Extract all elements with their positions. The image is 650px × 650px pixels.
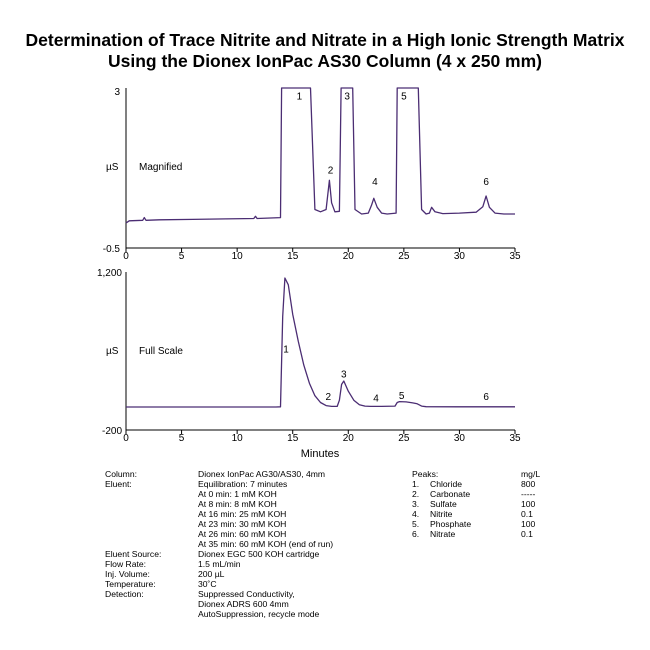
- fullscale-xtick-label: 5: [178, 433, 185, 444]
- magnified-ytick-bottom: -0.5: [102, 244, 120, 255]
- peak-name: Nitrate: [430, 529, 456, 539]
- fullscale-xtick-label: 25: [398, 433, 410, 444]
- fullscale-peak-label: 5: [398, 391, 405, 403]
- eluent-line: At 35 min: 60 mM KOH (end of run): [198, 539, 334, 549]
- peak-name: Phosphate: [430, 519, 472, 529]
- fullscale-xtick-label: 15: [287, 433, 299, 444]
- magnified-panel-label: Magnified: [139, 162, 183, 173]
- peak-num: 2.: [412, 489, 420, 499]
- fullscale-peak-label: 2: [325, 392, 332, 404]
- inj-volume-label: Inj. Volume:: [105, 569, 150, 579]
- peak-name: Chloride: [430, 479, 463, 489]
- magnified-xtick-label: 0: [123, 251, 129, 262]
- eluent-source-label: Eluent Source:: [105, 549, 162, 559]
- magnified-xtick-label: 20: [342, 251, 354, 262]
- peak-num: 5.: [412, 519, 420, 529]
- peaks-numbers: [412, 469, 439, 539]
- temperature-label: Temperature:: [105, 579, 156, 589]
- eluent-line: At 23 min: 30 mM KOH: [198, 519, 287, 529]
- fullscale-xtick-label: 20: [342, 433, 354, 444]
- eluent-line: Equilibration: 7 minutes: [198, 479, 288, 489]
- peak-num: 3.: [412, 499, 420, 509]
- peak-name: Sulfate: [430, 499, 457, 509]
- magnified-xtick-label: 35: [509, 251, 521, 262]
- fullscale-peak-label: 4: [373, 393, 379, 405]
- magnified-peak-label: 6: [483, 176, 489, 188]
- eluent-line: At 26 min: 60 mM KOH: [198, 529, 287, 539]
- full-scale-panel: [97, 268, 521, 460]
- peak-name: Nitrite: [430, 509, 453, 519]
- magnified-ylabel: µS: [106, 162, 119, 173]
- peaks-values: [521, 469, 571, 539]
- magnified-peak-label: 1: [296, 91, 303, 103]
- magnified-xtick-label: 15: [287, 251, 299, 262]
- peak-num: 1.: [412, 479, 420, 489]
- magnified-xtick-label: 5: [178, 251, 185, 262]
- magnified-peak-label: 5: [401, 91, 407, 103]
- fullscale-xticks: [123, 430, 521, 444]
- fullscale-ytick-bottom: -200: [101, 426, 122, 437]
- magnified-xtick-label: 10: [231, 251, 243, 262]
- peak-value: 100: [521, 499, 536, 509]
- magnified-peak-label: 2: [327, 165, 334, 177]
- fullscale-xlabel: Minutes: [300, 448, 340, 460]
- fullscale-xtick-label: 0: [123, 433, 129, 444]
- peak-num: 4.: [412, 509, 420, 519]
- detection-line: Suppressed Conductivity,: [198, 589, 295, 599]
- magnified-xtick-label: 30: [453, 251, 465, 262]
- column-value: Dionex IonPac AG30/AS30, 4mm: [198, 469, 326, 479]
- conditions-labels: [105, 469, 200, 599]
- flow-rate-label: Flow Rate:: [105, 559, 147, 569]
- peaks-header-label: Peaks:: [412, 469, 439, 479]
- magnified-peak-label: 3: [344, 91, 350, 103]
- peak-value: 0.1: [521, 509, 533, 519]
- fullscale-xtick-label: 10: [231, 433, 243, 444]
- fullscale-peak-label: 3: [341, 369, 347, 381]
- temperature-value: 30˚C: [198, 579, 217, 589]
- fullscale-panel-label: Full Scale: [139, 346, 183, 357]
- chart-title-line-2: Using the Dionex IonPac AS30 Column (4 x 250 mm): [107, 51, 543, 71]
- fullscale-xtick-label: 35: [509, 433, 521, 444]
- peaks-names: [430, 479, 510, 539]
- eluent-line: At 16 min: 25 mM KOH: [198, 509, 287, 519]
- peaks-header-unit: mg/L: [521, 469, 541, 479]
- magnified-peak-labels: [297, 91, 490, 188]
- peak-value: 800: [521, 479, 536, 489]
- peak-value: 100: [521, 519, 536, 529]
- fullscale-trace: [126, 278, 515, 407]
- fullscale-xtick-label: 30: [453, 433, 465, 444]
- flow-rate-value: 1.5 mL/min: [198, 559, 241, 569]
- inj-volume-value: 200 µL: [198, 569, 225, 579]
- peak-num: 6.: [412, 529, 420, 539]
- eluent-source-value: Dionex EGC 500 KOH cartridge: [198, 549, 320, 559]
- conditions-values: [198, 469, 398, 619]
- fullscale-ytick-top: 1,200: [96, 268, 122, 279]
- magnified-ytick-top: 3: [114, 87, 120, 98]
- magnified-xtick-label: 25: [398, 251, 410, 262]
- magnified-peak-label: 4: [372, 176, 378, 188]
- detection-line: AutoSuppression, recycle mode: [198, 609, 320, 619]
- fullscale-peak-label: 1: [283, 344, 289, 356]
- fullscale-peak-label: 6: [483, 392, 489, 404]
- eluent-line: At 8 min: 8 mM KOH: [198, 499, 277, 509]
- column-label: Column:: [105, 469, 137, 479]
- peak-name: Carbonate: [430, 489, 471, 499]
- eluent-line: At 0 min: 1 mM KOH: [198, 489, 277, 499]
- detection-label: Detection:: [105, 589, 144, 599]
- fullscale-ylabel: µS: [106, 346, 119, 357]
- peak-value: 0.1: [521, 529, 533, 539]
- eluent-label: Eluent:: [105, 479, 132, 489]
- detection-line: Dionex ADRS 600 4mm: [198, 599, 289, 609]
- magnified-xticks: [123, 248, 521, 262]
- magnified-trace: [126, 88, 515, 223]
- peak-value: -----: [521, 489, 536, 499]
- chart-title-line-1: Determination of Trace Nitrite and Nitrate in a High Ionic Strength Matrix: [25, 30, 625, 50]
- magnified-panel: [103, 87, 521, 262]
